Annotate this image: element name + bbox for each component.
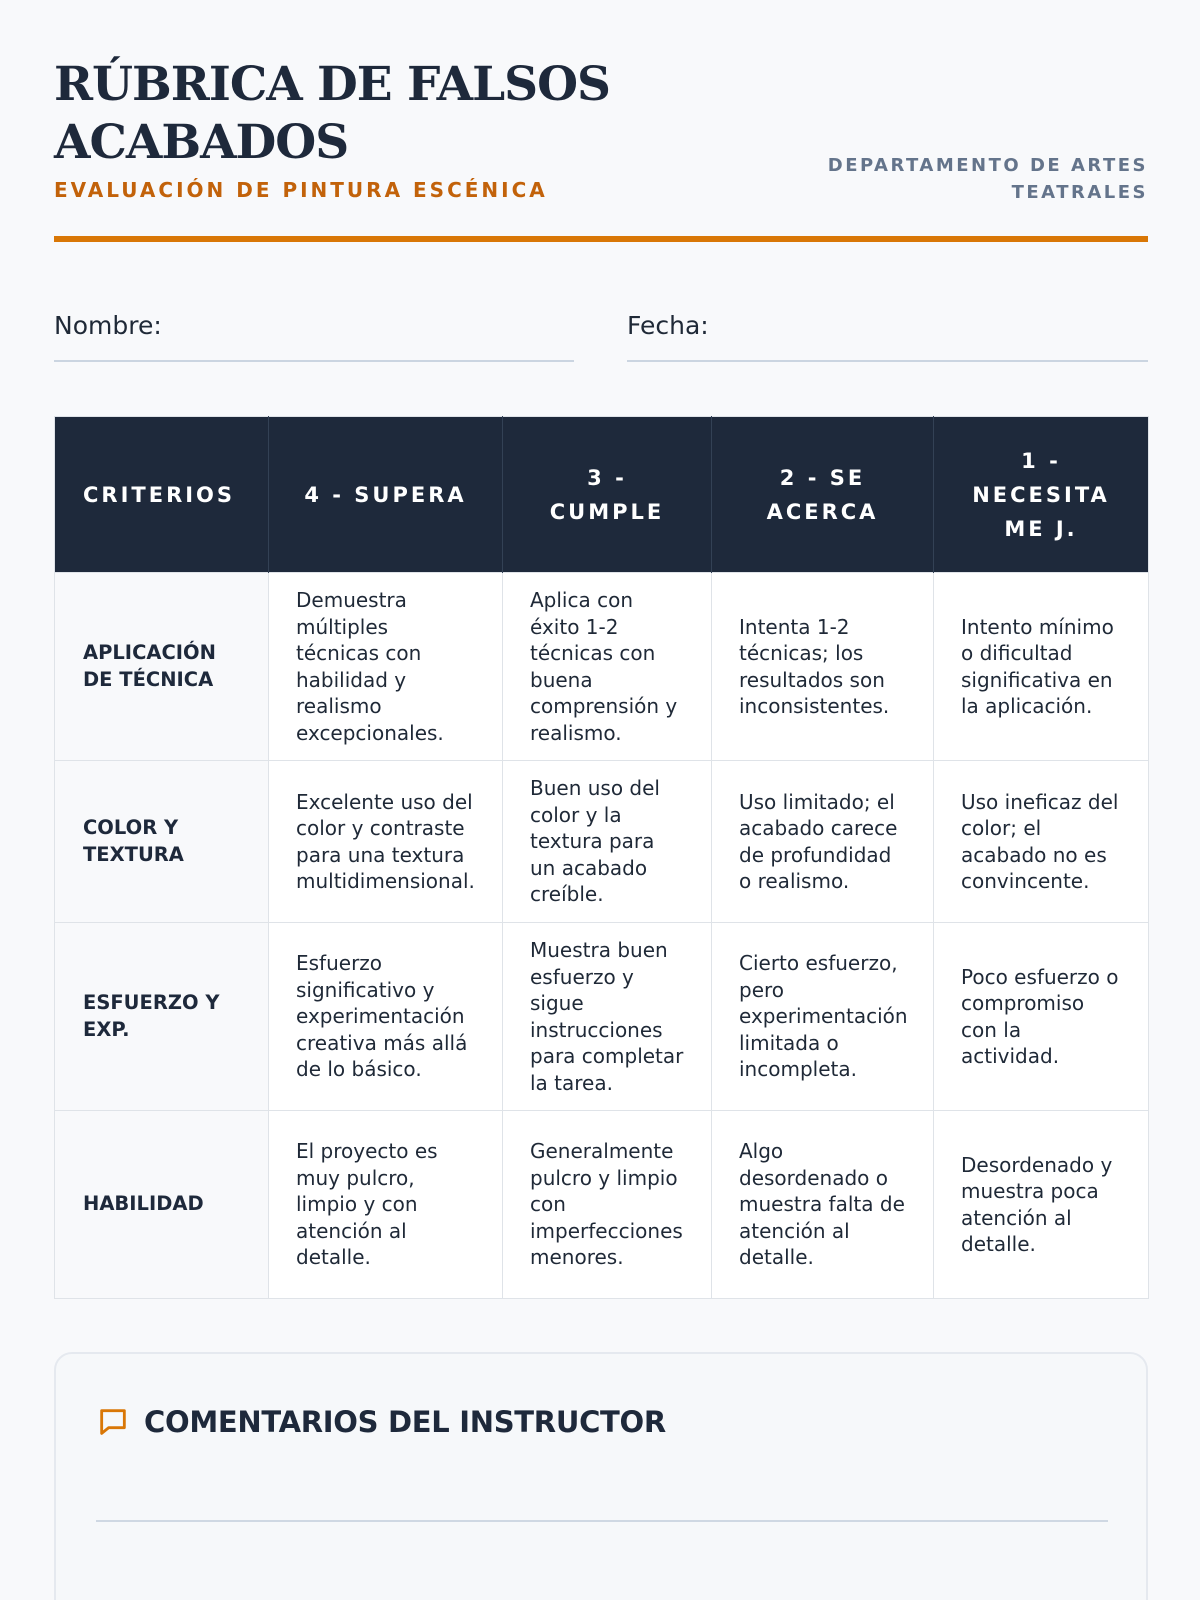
rubric-cell: El proyecto es muy pulcro, limpio y con atención al detalle. (269, 1111, 503, 1299)
criterion-label: APLICACIÓN DE TÉCNICA (55, 573, 269, 761)
rubric-cell: Generalmente pulcro y limpio con imperfecciones menores. (503, 1111, 712, 1299)
rubric-table (54, 416, 1149, 1299)
table-row (55, 761, 1149, 923)
table-row (55, 573, 1149, 761)
rubric-cell: Aplica con éxito 1-2 técnicas con buena comprensión y realismo. (503, 573, 712, 761)
chat-bubble-icon (96, 1405, 130, 1439)
rubric-cell: Demuestra múltiples técnicas con habilidad y realismo excepcionales. (269, 573, 503, 761)
header-level-4: 4 - SUPERA (269, 417, 503, 573)
criterion-label: HABILIDAD (55, 1111, 269, 1299)
name-field[interactable] (54, 302, 574, 362)
header-criteria: CRITERIOS (55, 417, 269, 573)
rubric-cell: Esfuerzo significativo y experimentación creativa más allá de lo básico. (269, 923, 503, 1111)
rubric-cell: Poco esfuerzo o compromiso con la actividad. (934, 923, 1149, 1111)
instructor-comments-box (54, 1352, 1148, 1600)
table-row (55, 1111, 1149, 1299)
document-header (54, 56, 1148, 242)
comments-header (96, 1402, 666, 1442)
criterion-label: COLOR Y TEXTURA (55, 761, 269, 923)
rubric-cell: Buen uso del color y la textura para un acabado creíble. (503, 761, 712, 923)
department-label: DEPARTAMENTO DE ARTES TEATRALES (827, 155, 1148, 203)
rubric-cell: Excelente uso del color y contraste para una textura multidimensional. (269, 761, 503, 923)
rubric-cell: Uso ineficaz del color; el acabado no es convincente. (934, 761, 1149, 923)
rubric-page (54, 0, 1148, 1600)
header-level-1: 1 - NECESITA ME J. (934, 417, 1149, 573)
date-field[interactable] (627, 302, 1148, 362)
header-level-3: 3 - CUMPLE (503, 417, 712, 573)
date-label: Fecha: (627, 311, 709, 340)
comments-title: COMENTARIOS DEL INSTRUCTOR (144, 1405, 666, 1439)
document-title: RÚBRICA DE FALSOS ACABADOS (54, 57, 610, 170)
rubric-cell: Intenta 1-2 técnicas; los resultados son inconsistentes. (712, 573, 934, 761)
table-row (55, 923, 1149, 1111)
rubric-header-row (55, 417, 1149, 573)
rubric-cell: Cierto esfuerzo, pero experimentación limitada o incompleta. (712, 923, 934, 1111)
rubric-cell: Intento mínimo o dificultad significativa en la aplicación. (934, 573, 1149, 761)
rubric-cell: Uso limitado; el acabado carece de profundidad o realismo. (712, 761, 934, 923)
rubric-cell: Muestra buen esfuerzo y sigue instrucciones para completar la tarea. (503, 923, 712, 1111)
header-level-2: 2 - SE ACERCA (712, 417, 934, 573)
rubric-cell: Desordenado y muestra poca atención al detalle. (934, 1111, 1149, 1299)
document-subtitle: EVALUACIÓN DE PINTURA ESCÉNICA (54, 178, 548, 202)
rubric-cell: Algo desordenado o muestra falta de atención al detalle. (712, 1111, 934, 1299)
comment-line[interactable] (96, 1520, 1108, 1522)
name-label: Nombre: (54, 311, 162, 340)
criterion-label: ESFUERZO Y EXP. (55, 923, 269, 1111)
